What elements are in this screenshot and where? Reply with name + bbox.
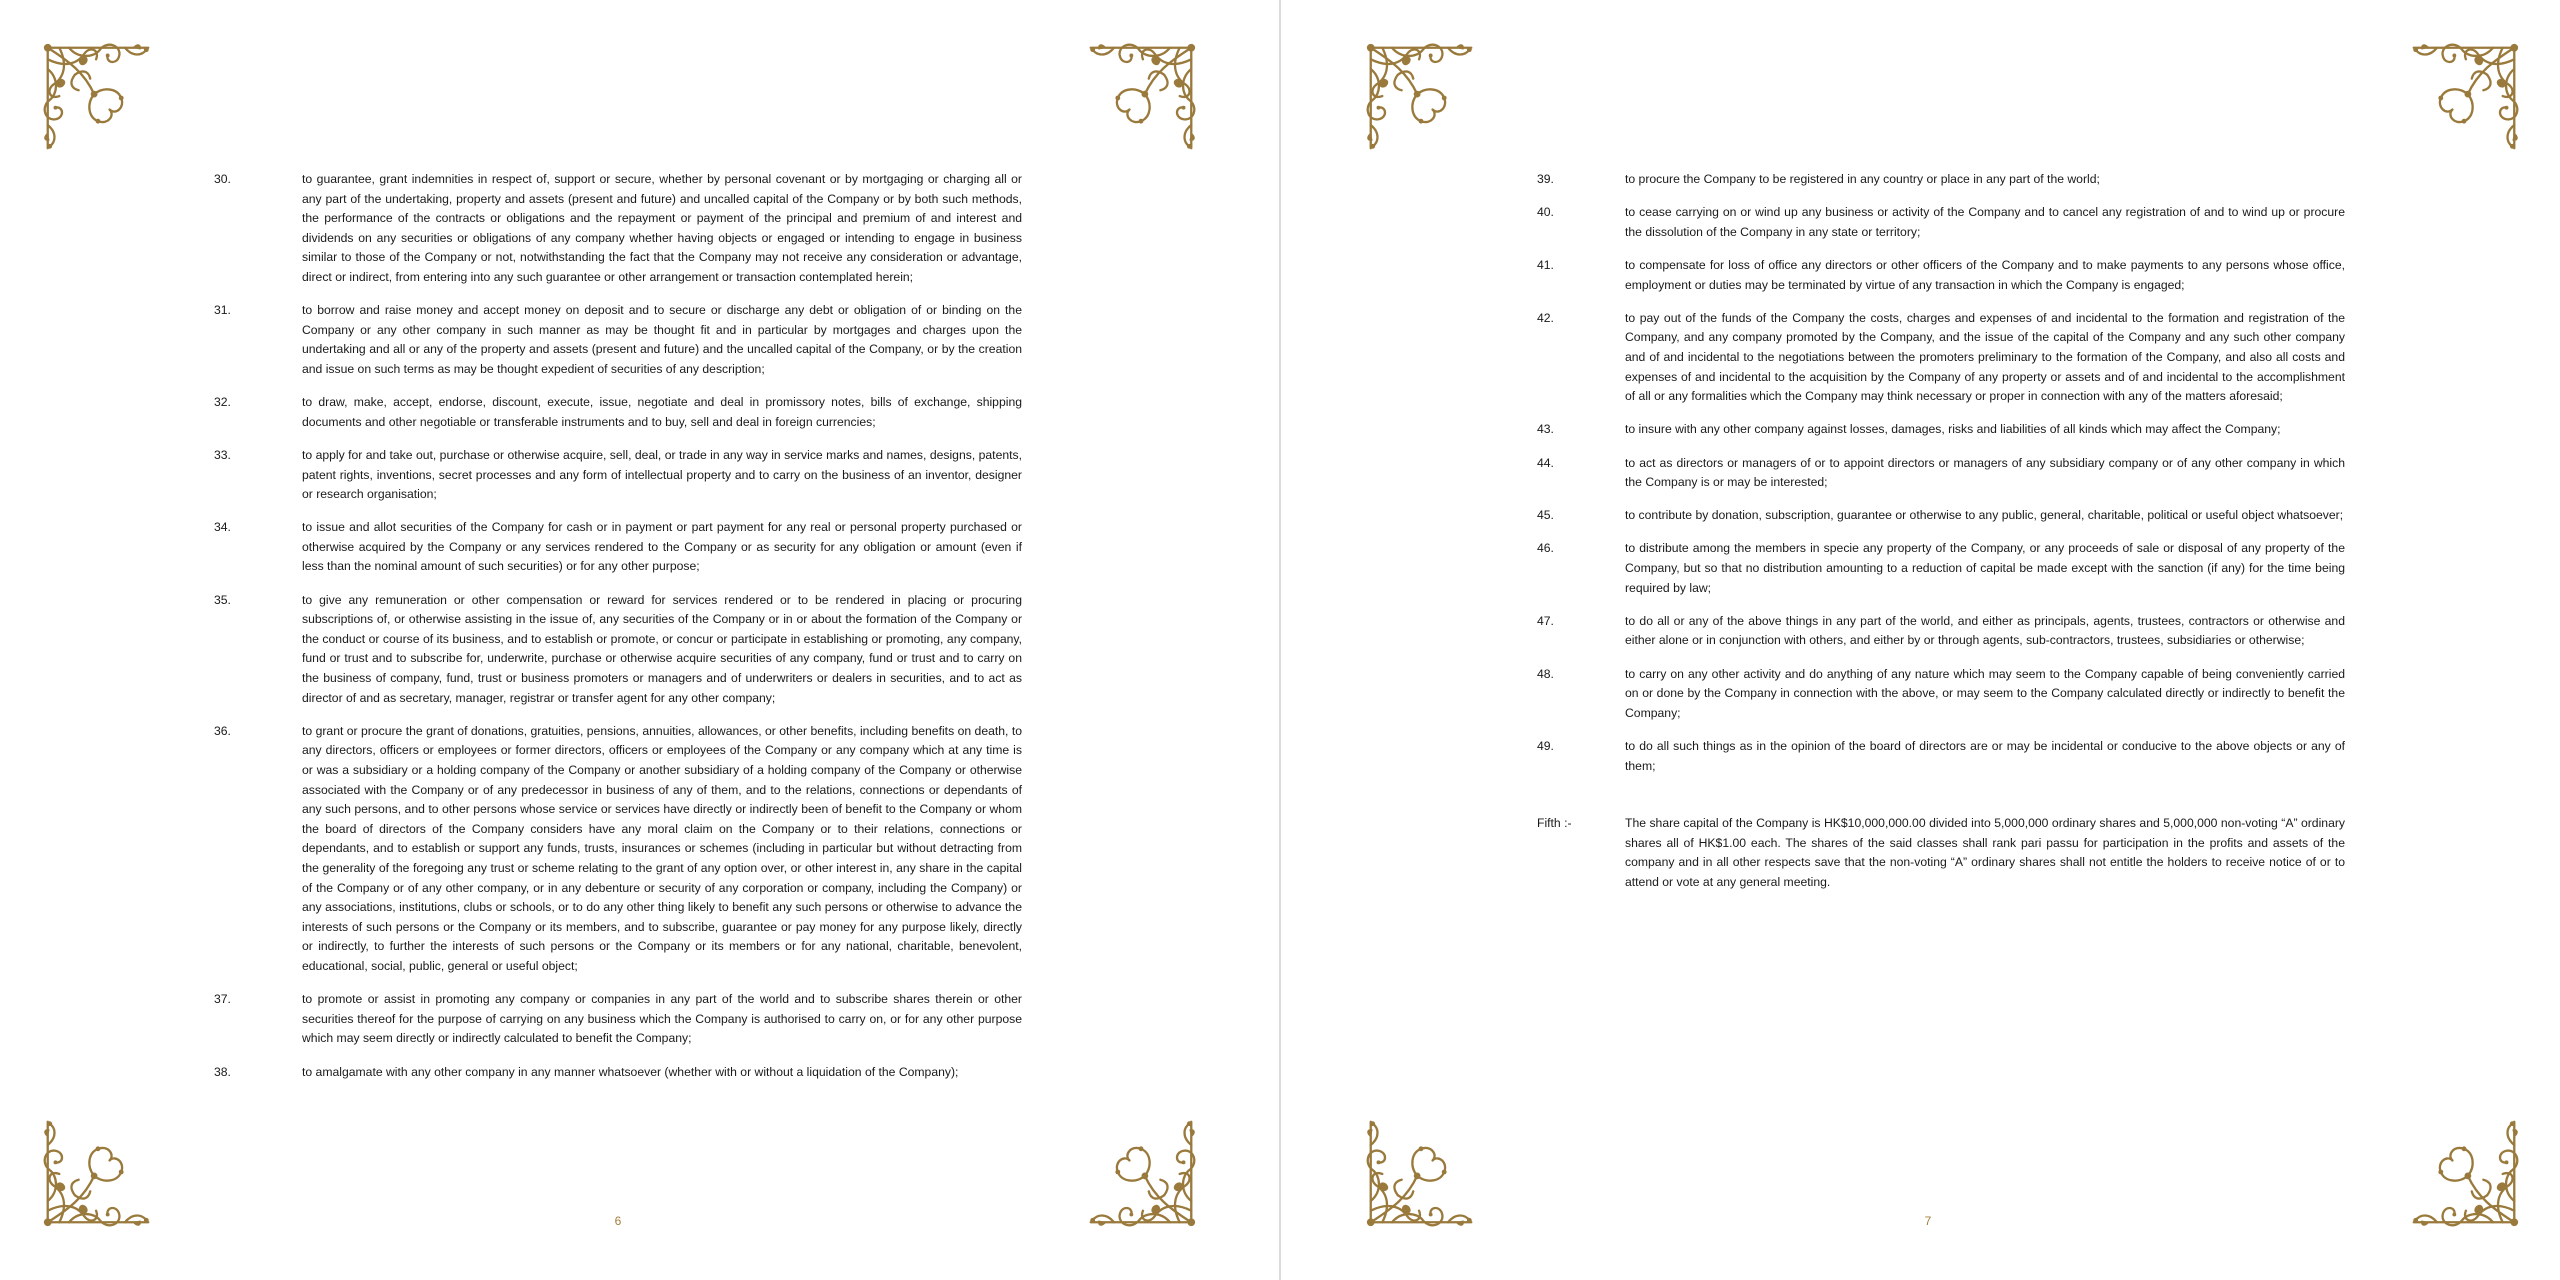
clause-text: to do all or any of the above things in any part of the world, and either as principals, agents, trustees, contractors or otherwise and either alone or in conjunction with others, and either by or through agents, sub-contractors, trustees, subsidiaries or otherwise; <box>1625 613 2345 648</box>
clause-text: to procure the Company to be registered in any country or place in any part of the world; <box>1625 172 2100 186</box>
clause-item <box>214 591 1022 709</box>
clause-text: to borrow and raise money and accept money on deposit and to secure or discharge any debt or obligation of or binding on the Company or any other company in such manner as may be thought fit and in particular by mortgages and charges upon the undertaking and all or any of the property and assets (present and future) and the uncalled capital of the Company, or by the creation and issue on such terms as may be thought expedient of securities of any description; <box>302 303 1022 376</box>
clause-text: to issue and allot securities of the Company for cash or in payment or part payment for any real or personal property purchased or otherwise acquired by the Company or any services rendered to the Company or as security for any obligation or amount (even if less than the nominal amount of such securities) or for any other purpose; <box>302 520 1022 574</box>
clause-text: to apply for and take out, purchase or otherwise acquire, sell, deal, or trade in any way in service marks and names, designs, patents, patent rights, inventions, secret processes and any form of intellectual property and to carry on the business of an inventor, designer or research organisation; <box>302 447 1022 502</box>
clause-text: to contribute by donation, subscription, guarantee or otherwise to any public, general, charitable, political or useful object whatsoever; <box>1625 508 2344 523</box>
clause-item <box>1537 612 2345 651</box>
clause-text: to carry on any other activity and do anything of any nature which may seem to the Company capable of being conveniently carried on or done by the Company in connection with the above, or may seem to the Company calculated directly or indirectly to benefit the Company; <box>1625 666 2345 720</box>
clause-item <box>1537 420 2345 440</box>
corner-flourish-icon <box>2406 1114 2522 1230</box>
clause-list <box>1537 170 2345 906</box>
clause-item <box>1537 737 2345 776</box>
corner-flourish-icon <box>1363 40 1479 156</box>
clause-item <box>1537 506 2345 526</box>
clause-number: 49. <box>1537 739 1554 753</box>
clause-text: to draw, make, accept, endorse, discount, execute, issue, negotiate and deal in promissory notes, bills of exchange, shipping documents and other negotiable or transferable instruments and to buy, sell and deal in foreign currencies; <box>302 395 1022 429</box>
clause-list <box>214 170 1022 1096</box>
clause-item <box>1537 539 2345 598</box>
clause-number: 37. <box>214 992 231 1007</box>
clause-number: 43. <box>1537 422 1554 437</box>
fifth-label: Fifth :- <box>1537 816 1572 831</box>
clause-number: 34. <box>214 520 231 535</box>
clause-number: 36. <box>214 723 231 738</box>
clause-text: to guarantee, grant indemnities in respect of, support or secure, whether by personal covenant or by mortgaging or charging all or any part of the undertaking, property and assets (present and future) and uncalled capital of the Company or by both such methods, the performance of the contracts or obligations and the repayment or payment of the principal and premium of and interest and dividends on any securities or obligations of any company whether having objects or engaged or intending to engage in business similar to those of the Company or not, notwithstanding the fact that the Company may not receive any consideration or advantage, direct or indirect, from entering into any such guarantee or other arrangement or transaction contemplated herein; <box>302 172 1022 284</box>
clause-number: 33. <box>214 447 231 462</box>
clause-item <box>214 1063 1022 1083</box>
corner-flourish-icon <box>1083 40 1199 156</box>
clause-item <box>214 518 1022 577</box>
clause-number: 47. <box>1537 613 1554 628</box>
clause-item <box>214 990 1022 1049</box>
clause-item <box>214 722 1022 977</box>
clause-item <box>214 446 1022 505</box>
clause-item <box>214 170 1022 288</box>
page-6 <box>0 0 1279 1280</box>
page-number: 6 <box>614 1214 622 1228</box>
page-7 <box>1281 0 2560 1280</box>
page-number: 7 <box>1924 1214 1932 1228</box>
clause-text: to amalgamate with any other company in any manner whatsoever (whether with or without a liquidation of the Company); <box>302 1064 959 1079</box>
clause-item <box>1537 665 2345 724</box>
clause-item <box>1537 454 2345 493</box>
clause-number: 42. <box>1537 310 1554 325</box>
clause-number: 48. <box>1537 666 1554 681</box>
clause-number: 45. <box>1537 508 1554 523</box>
clause-number: 30. <box>214 172 231 186</box>
clause-number: 46. <box>1537 541 1554 556</box>
corner-flourish-icon <box>40 1114 156 1230</box>
clause-number: 39. <box>1537 172 1554 186</box>
clause-text: to give any remuneration or other compensation or reward for services rendered or to be rendered in placing or procuring subscriptions of, or otherwise assisting in the issue of, any securities of the Company or in or about the formation of the Company or the conduct or course of its business, and to establish or promote, or concur or participate in establishing or promoting, any company, fund or trust and to subscribe for, underwrite, purchase or otherwise acquire securities of any company, fund or trust and to carry on the business of company, fund, trust or business promoters or managers and of underwriters or dealers in securities, and to act as director of and as secretary, manager, registrar or transfer agent for any other company; <box>302 592 1022 705</box>
clause-item <box>214 301 1022 379</box>
clause-item <box>1537 203 2345 242</box>
clause-item <box>1537 256 2345 295</box>
fifth-clause <box>1537 814 2345 892</box>
clause-text: to distribute among the members in specie any property of the Company, or any proceeds of sale or disposal of any property of the Company, but so that no distribution amounting to a reduction of capital be made except with the sanction (if any) for the time being required by law; <box>1625 541 2345 595</box>
corner-flourish-icon <box>40 40 156 156</box>
clause-text: to promote or assist in promoting any company or companies in any part of the world and to subscribe shares therein or other securities thereof for the purpose of carrying on any business which the Company is authorised to carry on, or for any other purpose which may seem directly or indirectly calculated to benefit the Company; <box>302 992 1022 1046</box>
clause-item <box>1537 170 2345 190</box>
clause-number: 44. <box>1537 455 1554 470</box>
clause-number: 38. <box>214 1064 231 1079</box>
clause-text: to pay out of the funds of the Company the costs, charges and expenses of and incidental to the formation and registration of the Company, and any company promoted by the Company, and the issue of the capital of the Company and any such other company and of and incidental to the negotiations between the promoters preliminary to the formation of the Company, and also all costs and expenses of and incidental to the acquisition by the Company of any property or assets and of and incidental to the accomplishment of all or any formalities which the Company may think necessary or proper in connection with any of the matters aforesaid; <box>1625 310 2345 404</box>
clause-text: to cease carrying on or wind up any business or activity of the Company and to cancel any registration of and to wind up or procure the dissolution of the Company in any state or territory; <box>1625 205 2345 239</box>
clause-text: to compensate for loss of office any directors or other officers of the Company and to make payments to any persons whose office, employment or duties may be terminated by virtue of any transaction in which the Company is engaged; <box>1625 257 2345 292</box>
clause-text: to do all such things as in the opinion of the board of directors are or may be incidental or conducive to the above objects or any of them; <box>1625 739 2345 773</box>
clause-item <box>1537 309 2345 407</box>
clause-text: to insure with any other company against losses, damages, risks and liabilities of all kinds which may affect the Company; <box>1625 422 2281 437</box>
clause-number: 31. <box>214 303 231 318</box>
corner-flourish-icon <box>1083 1114 1199 1230</box>
clause-number: 41. <box>1537 257 1554 272</box>
clause-number: 40. <box>1537 205 1554 220</box>
corner-flourish-icon <box>1363 1114 1479 1230</box>
clause-item <box>214 393 1022 432</box>
clause-text: to grant or procure the grant of donations, gratuities, pensions, annuities, allowances, or other benefits, including benefits on death, to any directors, officers or employees or former directors, officers or employees of the Company or any company which at any time is or was a subsidiary or a holding company of the Company or another subsidiary of a holding company of the Company or otherwise associated with the Company or of any predecessor in business of any of them, and to the relations, connections or dependants of any such persons, and to other persons whose service or services have directly or indirectly been of benefit to the Company or whom the board of directors of the Company considers have any moral claim on the Company or to their relations, connections or dependants, and to establish or support any funds, trusts, insurances or schemes (including in particular but without detracting from the generality of the foregoing any trust or scheme relating to the grant of any option over, or other interest in, any share in the capital of the Company or of any other company, or in any debenture or security of any corporation or company, including the Company) or any associations, institutions, clubs or schools, or to do any other thing likely to benefit any such persons or otherwise to advance the interests of such persons or the Company or its members, and to subscribe, guarantee or pay money for any purpose likely, directly or indirectly, to further the interests of such persons or the Company or its members or for any national, charitable, benevolent, educational, social, public, general or useful object; <box>302 723 1022 973</box>
fifth-text: The share capital of the Company is HK$10,000,000.00 divided into 5,000,000 ordinary shares and 5,000,000 non-voting “A” ordinary shares all of HK$1.00 each. The shares of the said classes shall rank pari passu for participation in the profits and assets of the company and in all other respects save that the non-voting “A” ordinary shares shall not entitle the holders to receive notice of or to attend or vote at any general meeting. <box>1625 816 2345 889</box>
clause-text: to act as directors or managers of or to appoint directors or managers of any subsidiary company or of any other company in which the Company is or may be interested; <box>1625 455 2345 490</box>
corner-flourish-icon <box>2406 40 2522 156</box>
clause-number: 32. <box>214 395 231 410</box>
clause-number: 35. <box>214 592 231 607</box>
